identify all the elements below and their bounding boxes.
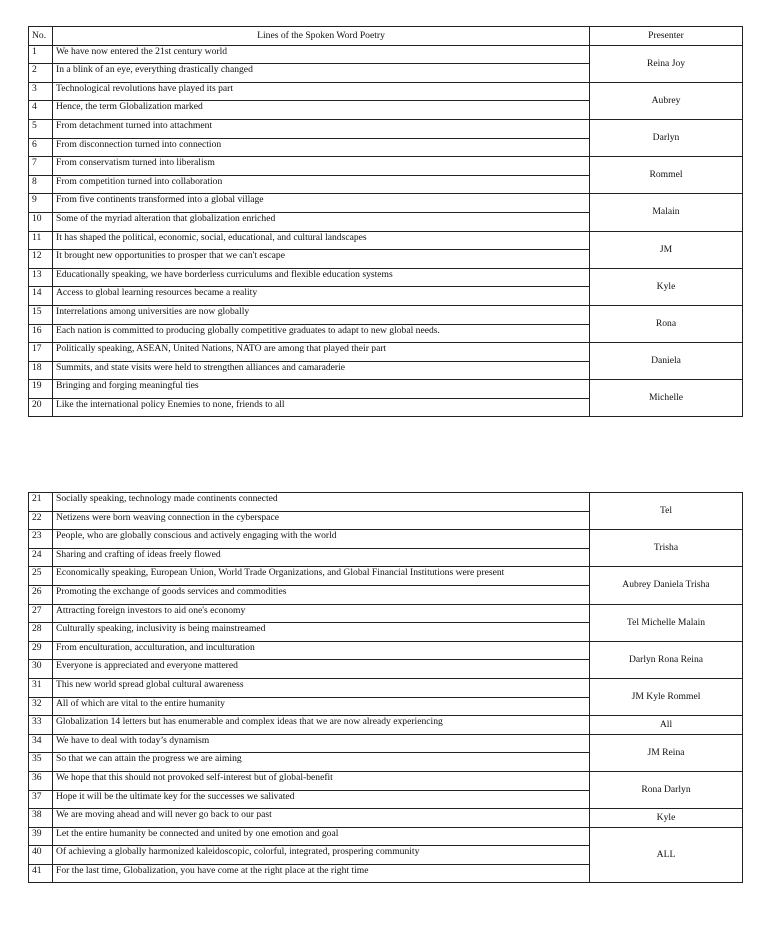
row-number: 6 — [29, 138, 53, 157]
table-row — [29, 604, 743, 623]
poem-line: Let the entire humanity be connected and united by one emotion and goal — [53, 827, 590, 846]
row-number: 23 — [29, 530, 53, 549]
poem-line: Everyone is appreciated and everyone mattered — [53, 660, 590, 679]
poem-line: Netizens were born weaving connection in the cyberspace — [53, 511, 590, 530]
row-number: 25 — [29, 567, 53, 586]
presenter-cell: Kyle — [590, 809, 743, 828]
poem-line: Culturally speaking, inclusivity is being mainstreamed — [53, 623, 590, 642]
poem-line: We have to deal with today’s dynamism — [53, 734, 590, 753]
poem-line: From detachment turned into attachment — [53, 119, 590, 138]
table-row — [29, 641, 743, 660]
row-number: 3 — [29, 82, 53, 101]
row-number: 31 — [29, 678, 53, 697]
row-number: 37 — [29, 790, 53, 809]
poem-line: Interrelations among universities are now globally — [53, 305, 590, 324]
table-row — [29, 734, 743, 753]
presenter-cell: Reina Joy — [590, 45, 743, 82]
poem-line: From disconnection turned into connection — [53, 138, 590, 157]
table-row — [29, 716, 743, 735]
poem-line: From five continents transformed into a global village — [53, 194, 590, 213]
row-number: 10 — [29, 212, 53, 231]
poem-line: Socially speaking, technology made continents connected — [53, 493, 590, 512]
presenter-cell: Rommel — [590, 157, 743, 194]
row-number: 30 — [29, 660, 53, 679]
poem-line: Hence, the term Globalization marked — [53, 101, 590, 120]
table-row — [29, 678, 743, 697]
header-lines: Lines of the Spoken Word Poetry — [53, 27, 590, 46]
row-number: 5 — [29, 119, 53, 138]
poem-line: Politically speaking, ASEAN, United Nations, NATO are among that played their part — [53, 343, 590, 362]
poem-line: People, who are globally conscious and actively engaging with the world — [53, 530, 590, 549]
presenter-cell: JM Reina — [590, 734, 743, 771]
presenter-cell: JM — [590, 231, 743, 268]
poem-line: From enculturation, acculturation, and inculturation — [53, 641, 590, 660]
presenter-cell: Darlyn — [590, 119, 743, 156]
presenter-cell: Kyle — [590, 268, 743, 305]
presenter-cell: JM Kyle Rommel — [590, 678, 743, 715]
row-number: 22 — [29, 511, 53, 530]
row-number: 8 — [29, 175, 53, 194]
presenter-cell: Malain — [590, 194, 743, 231]
poem-line: Economically speaking, European Union, World Trade Organizations, and Global Financial Institutions were present — [53, 567, 590, 586]
row-number: 17 — [29, 343, 53, 362]
table-row — [29, 343, 743, 362]
poem-line: Educationally speaking, we have borderless curriculums and flexible education systems — [53, 268, 590, 287]
row-number: 15 — [29, 305, 53, 324]
table-row — [29, 380, 743, 399]
row-number: 2 — [29, 64, 53, 83]
presenter-cell: Aubrey Daniela Trisha — [590, 567, 743, 604]
row-number: 21 — [29, 493, 53, 512]
row-number: 39 — [29, 827, 53, 846]
row-number: 36 — [29, 771, 53, 790]
poem-line: Like the international policy Enemies to none, friends to all — [53, 398, 590, 417]
poem-line: Summits, and state visits were held to strengthen alliances and camaraderie — [53, 361, 590, 380]
row-number: 32 — [29, 697, 53, 716]
table-row — [29, 567, 743, 586]
poem-line: This new world spread global cultural awareness — [53, 678, 590, 697]
poem-line: Globalization 14 letters but has enumerable and complex ideas that we are now already experiencing — [53, 716, 590, 735]
table-row — [29, 45, 743, 64]
row-number: 28 — [29, 623, 53, 642]
presenter-cell: Aubrey — [590, 82, 743, 119]
row-number: 27 — [29, 604, 53, 623]
row-number: 35 — [29, 753, 53, 772]
presenter-cell: All — [590, 716, 743, 735]
poem-line: Attracting foreign investors to aid one's economy — [53, 604, 590, 623]
row-number: 34 — [29, 734, 53, 753]
poem-line: Of achieving a globally harmonized kaleidoscopic, colorful, integrated, prospering community — [53, 846, 590, 865]
row-number: 33 — [29, 716, 53, 735]
table-row — [29, 305, 743, 324]
row-number: 38 — [29, 809, 53, 828]
poem-line: So that we can attain the progress we are aiming — [53, 753, 590, 772]
poem-line: It has shaped the political, economic, social, educational, and cultural landscapes — [53, 231, 590, 250]
poem-table-part-2 — [28, 492, 743, 883]
presenter-cell: Daniela — [590, 343, 743, 380]
row-number: 13 — [29, 268, 53, 287]
poem-line: Hope it will be the ultimate key for the successes we salivated — [53, 790, 590, 809]
poem-table-part-1 — [28, 26, 743, 417]
row-number: 14 — [29, 287, 53, 306]
row-number: 41 — [29, 864, 53, 883]
row-number: 11 — [29, 231, 53, 250]
presenter-cell: ALL — [590, 827, 743, 883]
row-number: 40 — [29, 846, 53, 865]
poem-line: Technological revolutions have played its part — [53, 82, 590, 101]
row-number: 19 — [29, 380, 53, 399]
poem-line: From competition turned into collaboration — [53, 175, 590, 194]
poem-line: Each nation is committed to producing globally competitive graduates to adapt to new global needs. — [53, 324, 590, 343]
poem-line: Sharing and crafting of ideas freely flowed — [53, 548, 590, 567]
poem-line: In a blink of an eye, everything drastically changed — [53, 64, 590, 83]
row-number: 12 — [29, 250, 53, 269]
table-row — [29, 809, 743, 828]
presenter-cell: Tel Michelle Malain — [590, 604, 743, 641]
poem-line: For the last time, Globalization, you have come at the right place at the right time — [53, 864, 590, 883]
header-presenter: Presenter — [590, 27, 743, 46]
table-row — [29, 530, 743, 549]
poem-line: We are moving ahead and will never go back to our past — [53, 809, 590, 828]
table-row — [29, 119, 743, 138]
row-number: 18 — [29, 361, 53, 380]
row-number: 9 — [29, 194, 53, 213]
row-number: 4 — [29, 101, 53, 120]
presenter-cell: Rona — [590, 305, 743, 342]
poem-line: Access to global learning resources became a reality — [53, 287, 590, 306]
poem-line: Some of the myriad alteration that globalization enriched — [53, 212, 590, 231]
row-number: 20 — [29, 398, 53, 417]
table-row — [29, 82, 743, 101]
table-row — [29, 194, 743, 213]
table-header-row — [29, 27, 743, 46]
presenter-cell: Trisha — [590, 530, 743, 567]
poem-line: Promoting the exchange of goods services and commodities — [53, 585, 590, 604]
poem-line: From conservatism turned into liberalism — [53, 157, 590, 176]
table-row — [29, 493, 743, 512]
row-number: 29 — [29, 641, 53, 660]
presenter-cell: Rona Darlyn — [590, 771, 743, 808]
row-number: 26 — [29, 585, 53, 604]
table-row — [29, 231, 743, 250]
poem-line: We hope that this should not provoked self-interest but of global-benefit — [53, 771, 590, 790]
table-row — [29, 827, 743, 846]
table-row — [29, 268, 743, 287]
poem-line: All of which are vital to the entire humanity — [53, 697, 590, 716]
presenter-cell: Tel — [590, 493, 743, 530]
poem-line: We have now entered the 21st century world — [53, 45, 590, 64]
poem-line: Bringing and forging meaningful ties — [53, 380, 590, 399]
presenter-cell: Darlyn Rona Reina — [590, 641, 743, 678]
presenter-cell: Michelle — [590, 380, 743, 417]
row-number: 16 — [29, 324, 53, 343]
row-number: 7 — [29, 157, 53, 176]
table-row — [29, 771, 743, 790]
header-no: No. — [29, 27, 53, 46]
row-number: 24 — [29, 548, 53, 567]
row-number: 1 — [29, 45, 53, 64]
poem-line: It brought new opportunities to prosper that we can't escape — [53, 250, 590, 269]
table-row — [29, 157, 743, 176]
